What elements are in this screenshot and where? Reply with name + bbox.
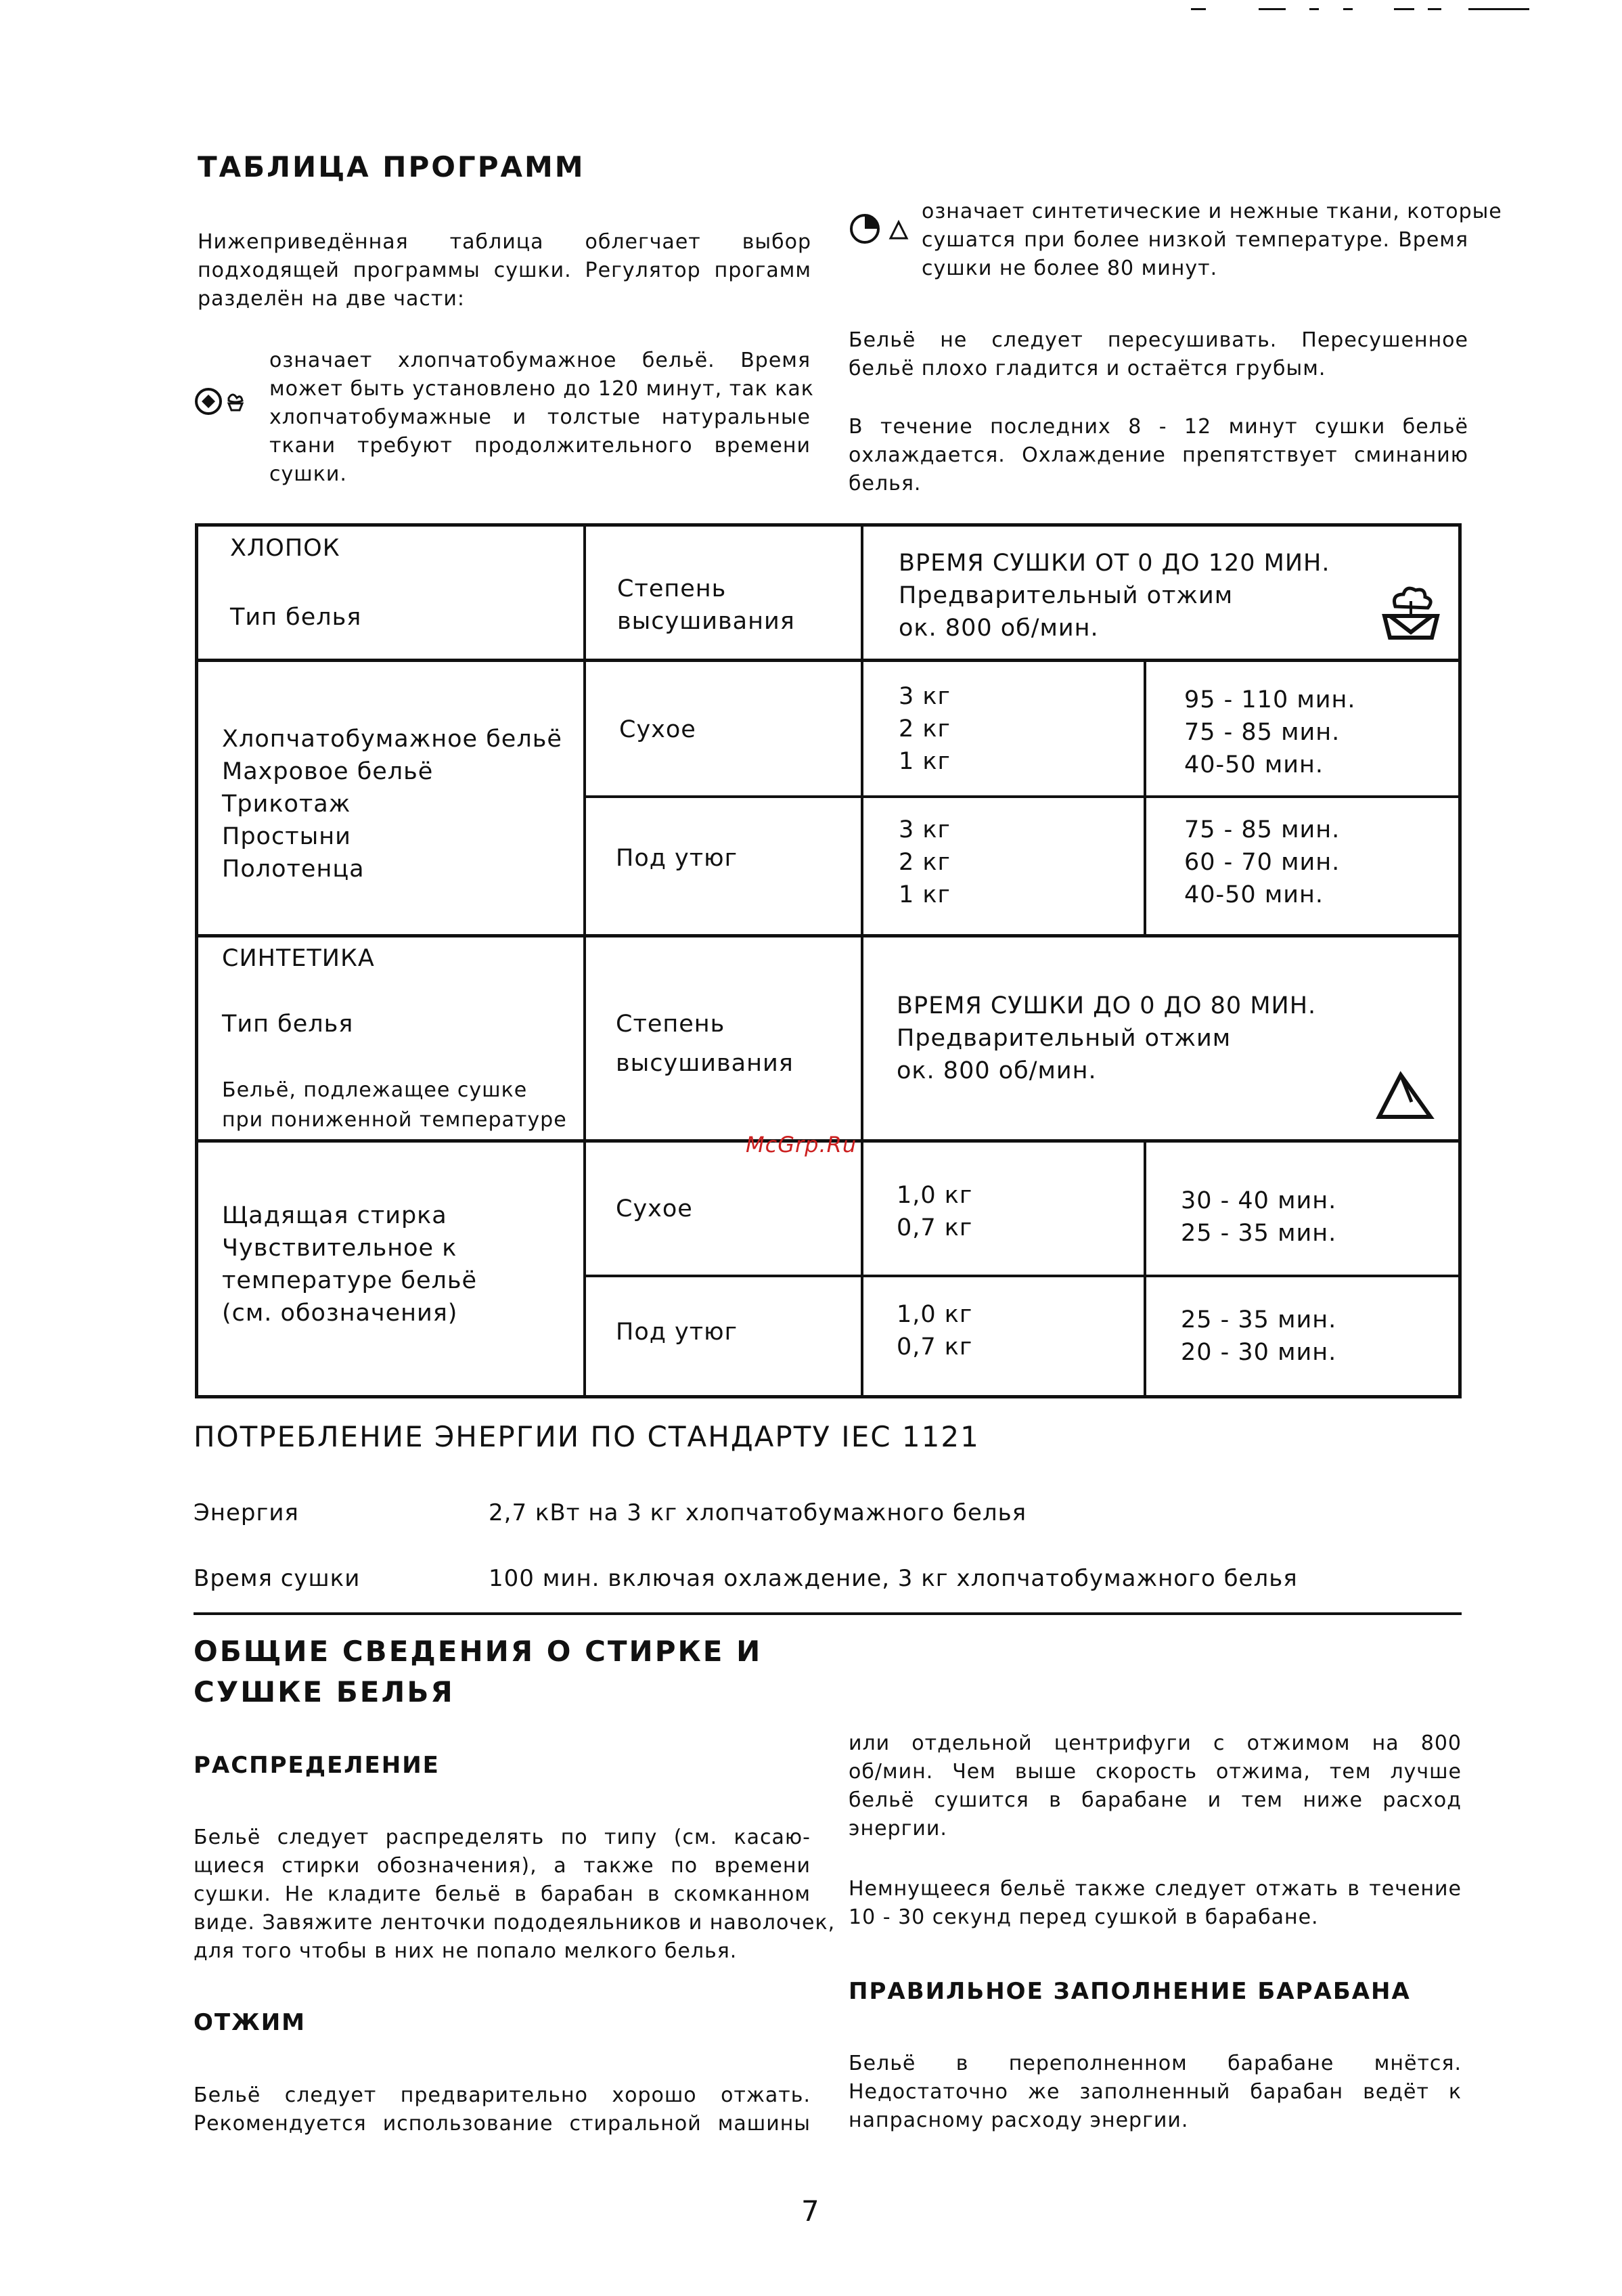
scan-mark — [1191, 8, 1206, 10]
scan-mark — [1259, 8, 1286, 10]
cotton-time-info: ВРЕМЯ СУШКИ ОТ 0 ДО 120 МИН. Предварительный отжим ок. 800 об/мин. — [899, 550, 1330, 642]
synthetic-degree-label: Степень высушивания — [616, 1011, 794, 1077]
cotton-types-list: Хлопчатобумажное бельё Махровое бельё Трикотаж Простыни Полотенца — [222, 726, 562, 883]
table-rule — [583, 1275, 1462, 1277]
table-border-top — [195, 523, 1462, 527]
synthetic-iron-degree: Под утюг — [616, 1319, 738, 1346]
cotton-degree-label: Степень высушивания — [617, 575, 795, 635]
cotton-flower-icon — [1380, 581, 1441, 642]
table-col-rule — [1144, 659, 1146, 937]
table-border-bottom — [195, 1395, 1462, 1398]
synthetic-note: означает синтетические и нежные ткани, которые сушатся при более низкой температуре. Время сушки не более 80 минут. — [922, 200, 1502, 280]
table-rule — [583, 795, 1462, 798]
energy-title: ПОТРЕБЛЕНИЕ ЭНЕРГИИ ПО СТАНДАРТУ IEC 1121 — [194, 1420, 980, 1453]
cotton-type-label: Тип белья — [230, 604, 362, 631]
overdry-note: Бельё не следует пересушивать. Пересушенное бельё плохо гладится и остаётся грубым. — [849, 328, 1468, 380]
table-col-rule — [861, 523, 863, 1398]
cotton-iron-times: 75 - 85 мин. 60 - 70 мин. 40-50 мин. — [1184, 816, 1341, 908]
watermark: McGrp.Ru — [746, 1132, 857, 1157]
cooling-note: В течение последних 8 - 12 минут сушки бельё охлаждается. Охлаждение препятствует сминанию белья. — [849, 415, 1468, 495]
synthetic-time-info: ВРЕМЯ СУШКИ ДО 0 ДО 80 МИН. Предварительный отжим ок. 800 об/мин. — [897, 992, 1317, 1084]
table-rule — [195, 934, 1462, 937]
nocrease-text: Немнущееся бельё также следует отжать в течение 10 - 30 секунд перед сушкой в барабане. — [849, 1877, 1462, 1929]
fill-text: Бельё в переполненном барабане мнётся. Недостаточно же заполненный барабан ведёт к напрасному расходу энергии. — [849, 2052, 1462, 2132]
table-col-rule — [583, 523, 586, 1398]
scan-mark — [1428, 8, 1441, 10]
synthetic-dry-degree: Сухое — [616, 1195, 693, 1222]
scan-mark — [1343, 8, 1353, 10]
spin-text-continued: или отдельной центрифуги с отжимом на 800 об/мин. Чем выше скорость отжима, тем лучше бельё сушится в барабане и тем ниже расход энергии. — [849, 1731, 1462, 1840]
synthetic-low-temp-note: Бельё, подлежащее сушке при пониженной температуре — [222, 1078, 567, 1132]
section-divider — [194, 1612, 1462, 1615]
general-title: ОБЩИЕ СВЕДЕНИЯ О СТИРКЕ И СУШКЕ БЕЛЬЯ — [194, 1635, 763, 1708]
table-rule — [195, 659, 1462, 662]
sorting-title: РАСПРЕДЕЛЕНИЕ — [194, 1752, 440, 1779]
fill-title: ПРАВИЛЬНОЕ ЗАПОЛНЕНИЕ БАРАБАНА — [849, 1978, 1411, 2005]
synthetic-dry-times: 30 - 40 мин. 25 - 35 мин. — [1181, 1187, 1337, 1247]
energy-label: Энергия — [194, 1499, 299, 1526]
scan-mark — [1309, 8, 1319, 10]
table-col-rule — [1144, 1139, 1146, 1398]
intro-paragraph: Нижеприведённая таблица облегчает выбор подходящей программы сушки. Регулятор прогамм разделён на две части: — [198, 230, 811, 311]
cotton-dry-times: 95 - 110 мин. 75 - 85 мин. 40-50 мин. — [1184, 686, 1356, 778]
cotton-iron-loads: 3 кг 2 кг 1 кг — [899, 816, 951, 908]
synthetic-types-list: Щадящая стирка Чувствительное к температуре бельё (см. обозначения) — [222, 1202, 478, 1327]
spin-title: ОТЖИМ — [194, 2009, 307, 2036]
energy-value: 2,7 кВт на 3 кг хлопчатобумажного белья — [489, 1499, 1027, 1526]
spin-text: Бельё следует предварительно хорошо отжать. Рекомендуется использование стиральной машины — [194, 2083, 811, 2136]
triangle-synthetic-icon — [847, 211, 911, 246]
scan-mark — [1394, 8, 1414, 10]
sorting-text: Бельё следует распределять по типу (см. касаю- щиеся стирки обозначения), а также по времени сушки. Не кладите бельё в барабан в скомканном виде. Завяжите ленточки пододеяльников и наволочек, для того чтобы в них не попало мелкого белья. — [194, 1826, 836, 1963]
section-title-programs: ТАБЛИЦА ПРОГРАММ — [198, 150, 585, 183]
synthetic-type-label: Тип белья — [222, 1011, 354, 1038]
cotton-category: ХЛОПОК — [230, 535, 340, 562]
cotton-flower-icon — [194, 383, 252, 420]
table-border-right — [1458, 523, 1462, 1398]
cotton-iron-degree: Под утюг — [616, 845, 738, 872]
drying-time-label: Время сушки — [194, 1565, 361, 1592]
triangle-synthetic-icon — [1374, 1068, 1436, 1122]
cotton-note: означает хлопчатобумажное бельё. Время может быть установлено до 120 минут, так как хлопчатобумажные и толстые натуральные ткани требуют продолжительного времени сушки. — [269, 349, 814, 486]
synthetic-iron-loads: 1,0 кг 0,7 кг — [897, 1301, 973, 1361]
cotton-dry-loads: 3 кг 2 кг 1 кг — [899, 683, 951, 775]
cotton-dry-degree: Сухое — [619, 716, 696, 743]
scan-mark — [1468, 8, 1529, 10]
synthetic-iron-times: 25 - 35 мин. 20 - 30 мин. — [1181, 1306, 1337, 1366]
synthetic-dry-loads: 1,0 кг 0,7 кг — [897, 1182, 973, 1241]
synthetic-category: СИНТЕТИКА — [222, 945, 375, 972]
page-number: 7 — [801, 2194, 819, 2228]
drying-time-value: 100 мин. включая охлаждение, 3 кг хлопчатобумажного белья — [489, 1565, 1298, 1592]
table-border-left — [195, 523, 198, 1398]
